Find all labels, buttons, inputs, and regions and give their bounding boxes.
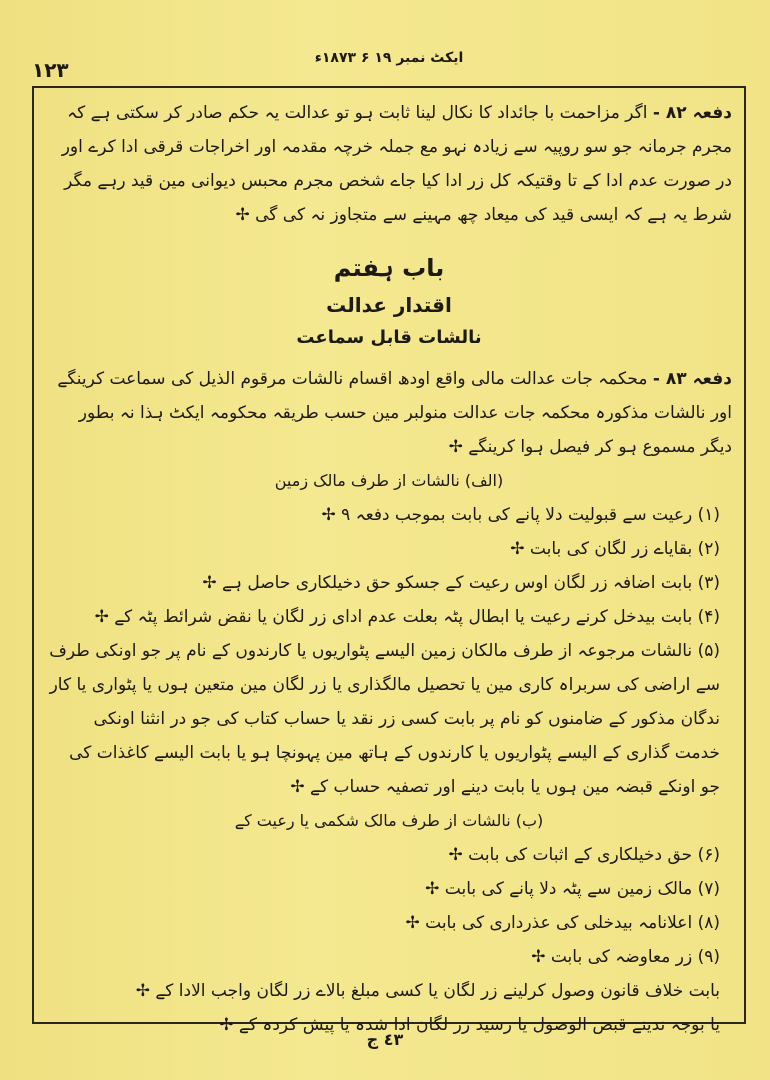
page-number: ١٢٣	[32, 58, 69, 82]
group-b-heading: (ب) نالشات از طرف مالک شکمی یا رعیت کے	[234, 811, 544, 830]
page-body	[46, 96, 732, 1035]
list-item: (۸) اعلانامہ بیدخلی کی عذرداری کی بابت ✢	[405, 913, 720, 933]
section-83-paragraph	[46, 362, 732, 464]
page-header	[32, 48, 746, 88]
chapter-subtitle: اقتدار عدالت	[326, 293, 452, 317]
list-item: یا بوجہ ندینے قبض الوصول یا رسید زر لگان ادا شدہ یا پیش کردہ کے ✢	[219, 1015, 720, 1035]
section-82-text: اگر مزاحمت با جائداد کا نکال لینا ثابت ہو تو عدالت یہ حکم صادر کر سکتی ہے کہ مجرم جرمانہ جو سو روپیہ سے زیادہ نہو مع جملہ خرچہ مقدمہ اور اخراجات قرقی ادا کرے اور در صورت عدم ادا کے تا وقتیکہ کل زر ادا کیا جاے شخص مجرم محبس دیوانی مین قید رہے مگر شرط یہ ہے کہ ایسی قید کی میعاد چھ مہینے سے متجاوز نہ کی گی ✢	[61, 103, 732, 225]
running-head: ایکٹ نمبر ۱۹ ۶ ۱۸۷۳ء	[314, 50, 464, 66]
section-82-label: دفعہ ۸۲ -	[652, 103, 732, 123]
list-item: (۶) حق دخیلکاری کے اثبات کی بابت ✢	[448, 845, 720, 865]
section-83-text: محکمہ جات عدالت مالی واقع اودھ اقسام نالشات مرقوم الذیل کی سماعت کرینگے اور نالشات مذکورہ محکمہ جات عدالت منولبر مین حسب طریقہ محکومہ ایکٹ ہذا نہ بطور دیگر مسموع ہو کر فیصل ہوا کرینگے ✢	[57, 369, 732, 457]
list-item: (۱) رعیت سے قبولیت دلا پانے کی بابت بموجب دفعہ ۹ ✢	[321, 505, 720, 525]
list-item: (۵) نالشات مرجوعہ از طرف مالکان زمین الیسے پٹواریوں یا کارندوں کے نام پر جو اونکی طرف سے اراضی کی سربراہ کاری مین یا تحصیل مالگذاری یا زر لگان مین متعین ہوں یا پٹواری یا کار ندگان مذکور کے ضامنوں کو نام پر بابت کسی زر نقد یا حساب کتاب کی جو در انثنا اونکی خدمت گذاری کے الیسے پٹواریوں یا کارندوں کے ہاتھ مین پہونچا ہو یا بابت الیسے کاغذات کی جو اونکے قبضہ مین ہوں یا بابت دینے اور تصفیہ حساب کے ✢	[49, 641, 720, 797]
list-item: (۷) مالک زمین سے پٹہ دلا پانے کی بابت ✢	[425, 879, 720, 899]
signature-mark: ٤٣ ج	[366, 1030, 404, 1049]
section-heading: نالشات قابل سماعت	[296, 327, 482, 348]
list-item: بابت خلاف قانون وصول کرلینے زر لگان یا کسی مبلغ بالاے زر لگان واجب الادا کے ✢	[135, 981, 720, 1001]
list-item: (۹) زر معاوضہ کی بابت ✢	[531, 947, 720, 967]
section-82-paragraph	[46, 96, 732, 232]
group-a-heading: (الف) نالشات از طرف مالک زمین	[274, 471, 504, 490]
list-item: (۴) بابت بیدخل کرنے رعیت یا ابطال پٹہ بعلت عدم ادای زر لگان یا نقض شرائط پٹہ کے ✢	[94, 607, 720, 627]
list-item: (۳) بابت اضافہ زر لگان اوس رعیت کے جسکو حق دخیلکاری حاصل ہے ✢	[202, 573, 720, 593]
chapter-title: باب ہفتم	[333, 254, 445, 282]
section-83-label: دفعہ ۸۳ -	[652, 369, 732, 389]
list-item: (۲) بقایاے زر لگان کی بابت ✢	[510, 539, 720, 559]
